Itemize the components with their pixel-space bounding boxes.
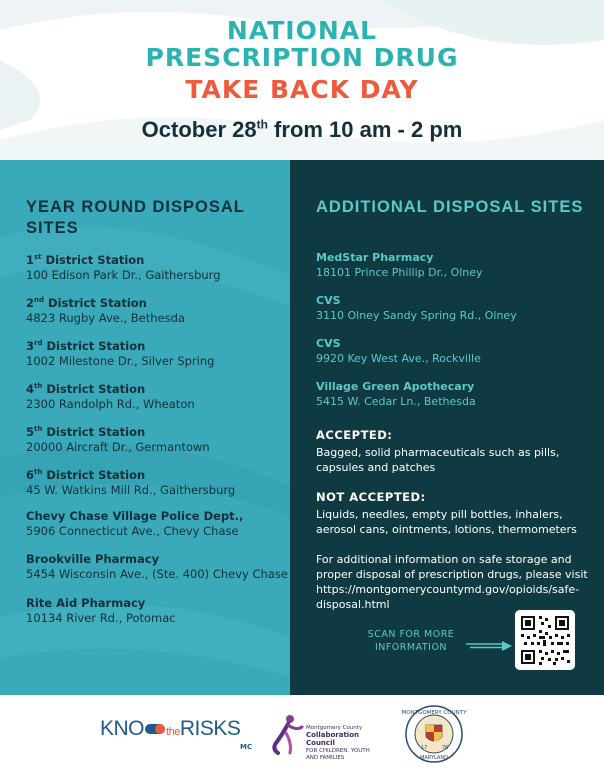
info-text: For additional information on safe storage and proper disposal of prescription drugs, please visit https://montgomerycountymd.gov/opioids/safe-disposal.html [316,553,588,611]
site-name: Chevy Chase Village Police Dept., [26,509,244,523]
year-round-title: YEAR ROUND DISPOSAL SITES [26,198,245,237]
not-accepted-text: Liquids, needles, empty pill bottles, inhalers, aerosol cans, ointments, lotions, thermometers [316,508,577,536]
additional-panel [290,160,604,695]
figure-icon [268,713,308,757]
site-address: 1002 Milestone Dr., Silver Spring [26,353,215,368]
scan-label: SCAN FOR MORE INFORMATION [367,629,455,653]
site-address: 2300 Randolph Rd., Wheaton [26,396,195,411]
event-date [0,117,604,143]
date-prefix: October 28 [141,117,257,142]
collaboration-council-logo [268,713,378,761]
footer [0,695,604,774]
know-suffix: RISKS [179,717,241,740]
ccc-line1: Montgomery County [306,725,363,731]
county-seal-icon [401,705,467,763]
additional-site-item [316,379,476,409]
site-name: 4th District Station [26,381,146,396]
ccc-text [306,725,380,762]
site-address: 5454 Wisconsin Ave., (Ste. 400) Chevy Chase [26,567,288,581]
additional-site-item [316,336,481,366]
title-line-3: TAKE BACK DAY [185,75,419,104]
site-address: 5415 W. Cedar Ln., Bethesda [316,395,476,408]
qr-code[interactable] [515,610,575,670]
additional-site-item [316,250,483,280]
know-the-risks-logo [100,717,260,751]
seal-top-text: MONTGOMERY COUNTY [401,710,467,716]
header [0,0,604,160]
year-round-panel [0,160,292,695]
site-item [26,465,235,498]
site-item [26,336,214,369]
additional-site-item [316,293,517,323]
site-name: Brookville Pharmacy [26,552,160,566]
site-item [26,552,288,582]
site-name: CVS [316,294,341,307]
site-item [26,596,176,626]
arrow-right-icon [466,641,512,651]
site-name: 2nd District Station [26,295,147,310]
pill-icon [144,722,166,736]
site-address: 5906 Connecticut Ave., Chevy Chase [26,524,239,538]
site-name: Rite Aid Pharmacy [26,596,146,610]
site-item [26,250,221,283]
site-name: 6th District Station [26,467,146,482]
not-accepted-heading: NOT ACCEPTED: [316,490,426,504]
title-line-1: NATIONAL [226,16,378,45]
date-ordinal: th [256,117,268,132]
ccc-line2: Collaboration Council [306,731,360,747]
site-item [26,509,243,539]
site-address: 9920 Key West Ave., Rockville [316,352,481,365]
site-name: MedStar Pharmacy [316,251,434,264]
site-item [26,422,210,455]
know-the: the [166,726,180,738]
site-address: 3110 Olney Sandy Spring Rd., Olney [316,309,517,322]
site-address: 4823 Rugby Ave., Bethesda [26,310,185,325]
site-item [26,379,195,412]
title-line-2: PRESCRIPTION DRUG [145,43,459,72]
site-address: 10134 River Rd., Potomac [26,611,176,625]
date-suffix: from 10 am - 2 pm [267,117,463,142]
know-prefix: KNO [100,717,145,740]
site-name: CVS [316,337,341,350]
know-mc: MC [240,743,253,751]
site-address: 20000 Aircraft Dr., Germantown [26,439,210,454]
site-address: 100 Edison Park Dr., Gaithersburg [26,267,221,282]
site-item [26,293,185,326]
seal-year-right: 76 [442,745,449,751]
site-name: Village Green Apothecary [316,380,475,393]
accepted-heading: ACCEPTED: [316,428,393,442]
ccc-line3: FOR CHILDREN, YOUTH AND FAMILIES [306,748,370,761]
site-address: 18101 Prince Phillip Dr., Olney [316,266,483,279]
accepted-text: Bagged, solid pharmaceuticals such as pills, capsules and patches [316,446,560,474]
site-address: 45 W. Watkins Mill Rd., Gaithersburg [26,482,236,497]
seal-bottom-text: MARYLAND [420,755,448,761]
additional-title: ADDITIONAL DISPOSAL SITES [316,198,584,216]
site-name: 1st District Station [26,252,145,267]
site-name: 3rd District Station [26,338,146,353]
seal-year-left: 17 [421,745,428,751]
site-name: 5th District Station [26,424,146,439]
